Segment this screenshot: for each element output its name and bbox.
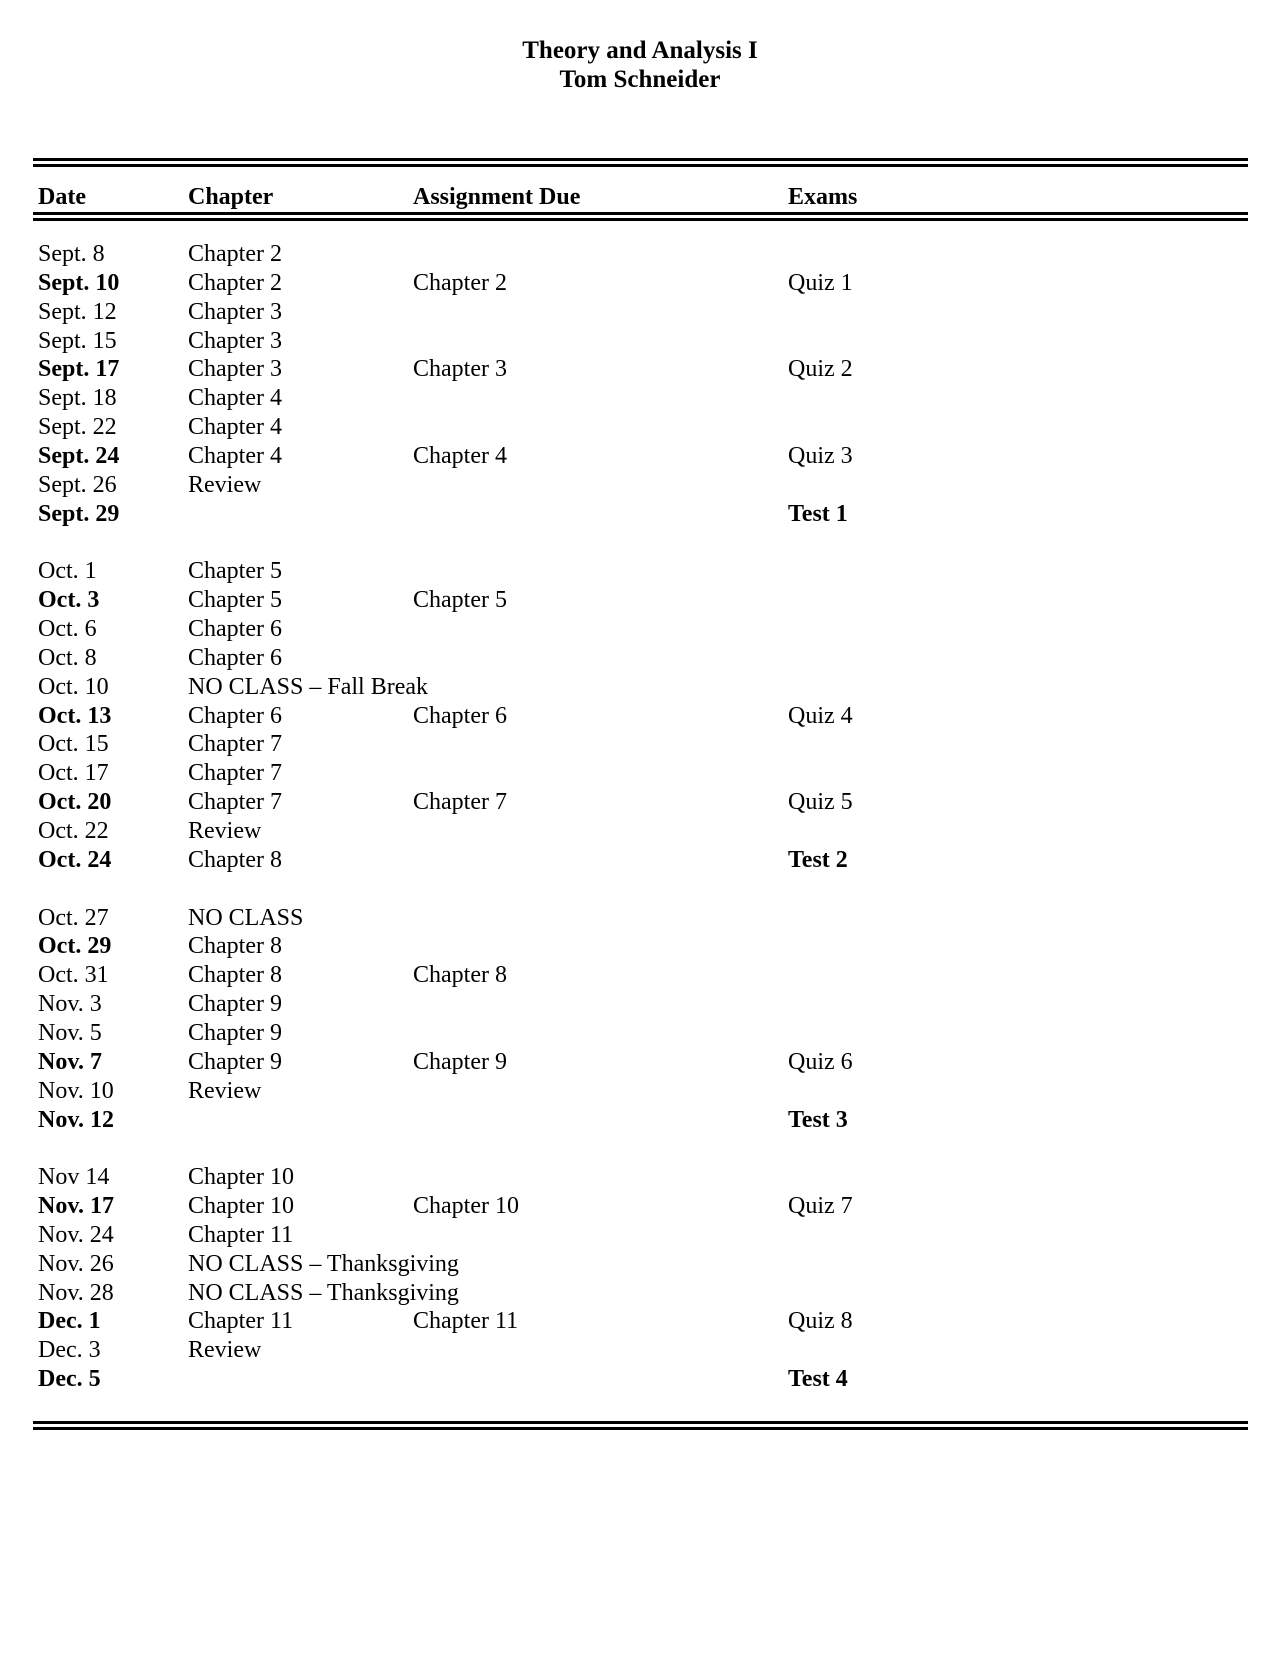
schedule-row — [0, 1077, 1280, 1106]
row-date: Nov. 17 — [38, 1193, 115, 1220]
schedule-row — [0, 471, 1280, 500]
row-chapter: Chapter 4 — [188, 414, 282, 441]
row-date: Nov. 28 — [38, 1279, 114, 1306]
row-date: Sept. 17 — [38, 356, 120, 383]
column-header-chapter: Chapter — [188, 184, 274, 210]
schedule-row — [0, 673, 1280, 702]
row-chapter: Chapter 11 — [188, 1221, 294, 1248]
row-exam: Test 1 — [788, 500, 848, 527]
row-date: Oct. 3 — [38, 587, 100, 614]
row-date: Oct. 29 — [38, 933, 112, 960]
schedule-row — [0, 1048, 1280, 1077]
row-date: Nov. 12 — [38, 1106, 115, 1133]
row-chapter: Chapter 10 — [188, 1164, 294, 1191]
top-rule — [33, 158, 1248, 170]
schedule-row — [0, 298, 1280, 327]
schedule-row — [0, 1106, 1280, 1135]
row-chapter: Chapter 3 — [188, 298, 282, 325]
row-chapter: Chapter 3 — [188, 327, 282, 354]
schedule-row — [0, 327, 1280, 356]
row-assignment: Chapter 6 — [413, 702, 507, 729]
schedule-row — [0, 355, 1280, 384]
row-date: Sept. 24 — [38, 442, 120, 469]
schedule-row — [0, 586, 1280, 615]
schedule-row — [0, 932, 1280, 961]
row-assignment: Chapter 9 — [413, 1048, 507, 1075]
schedule-row — [0, 1163, 1280, 1192]
row-exam: Quiz 7 — [788, 1193, 853, 1220]
row-chapter: Chapter 6 — [188, 702, 282, 729]
schedule-row — [0, 730, 1280, 759]
schedule-row — [0, 990, 1280, 1019]
schedule-row — [0, 1336, 1280, 1365]
row-date: Nov 14 — [38, 1164, 110, 1191]
row-chapter: Chapter 9 — [188, 1019, 282, 1046]
row-chapter: Chapter 8 — [188, 933, 282, 960]
column-header-assignment: Assignment Due — [413, 184, 581, 210]
row-date: Oct. 1 — [38, 558, 97, 585]
row-chapter: Chapter 9 — [188, 1048, 282, 1075]
row-chapter: Review — [188, 818, 262, 844]
schedule-row — [0, 788, 1280, 817]
row-chapter: Chapter 10 — [188, 1193, 294, 1220]
row-date: Sept. 8 — [38, 241, 105, 267]
row-assignment: Chapter 10 — [413, 1193, 519, 1220]
schedule-row — [0, 1250, 1280, 1279]
table-header — [0, 182, 1280, 214]
row-assignment: Chapter 11 — [413, 1308, 519, 1335]
schedule-row — [0, 240, 1280, 269]
row-date: Oct. 22 — [38, 818, 109, 844]
row-chapter: Review — [188, 471, 262, 498]
row-exam: Test 3 — [788, 1106, 848, 1133]
row-assignment: Chapter 5 — [413, 587, 507, 614]
row-date: Dec. 1 — [38, 1308, 101, 1335]
row-chapter: NO CLASS – Fall Break — [188, 673, 428, 700]
row-chapter: Chapter 5 — [188, 558, 282, 585]
bottom-rule — [33, 1421, 1248, 1433]
row-date: Nov. 3 — [38, 991, 102, 1018]
row-date: Sept. 10 — [38, 269, 120, 296]
instructor-name: Tom Schneider — [559, 66, 721, 93]
row-chapter: Chapter 3 — [188, 356, 282, 383]
row-chapter: Chapter 6 — [188, 644, 282, 671]
row-exam: Quiz 4 — [788, 702, 853, 729]
column-header-date: Date — [38, 184, 86, 210]
row-date: Nov. 10 — [38, 1077, 114, 1104]
row-date: Sept. 12 — [38, 298, 117, 325]
row-date: Sept. 22 — [38, 414, 117, 441]
schedule-row — [0, 1221, 1280, 1250]
row-assignment: Chapter 7 — [413, 789, 507, 816]
row-exam: Test 4 — [788, 1366, 848, 1393]
row-chapter: Chapter 8 — [188, 846, 282, 873]
schedule-row — [0, 702, 1280, 731]
row-date: Oct. 6 — [38, 616, 97, 643]
schedule-row — [0, 961, 1280, 990]
row-date: Sept. 29 — [38, 500, 120, 527]
row-exam: Quiz 8 — [788, 1308, 853, 1335]
row-date: Sept. 18 — [38, 385, 117, 412]
row-chapter: Chapter 4 — [188, 385, 282, 412]
row-exam: Quiz 2 — [788, 356, 853, 383]
schedule-row — [0, 1279, 1280, 1308]
document-header — [0, 36, 1280, 94]
row-date: Oct. 10 — [38, 673, 109, 700]
row-assignment: Chapter 8 — [413, 962, 507, 989]
row-date: Nov. 26 — [38, 1250, 114, 1277]
schedule-row — [0, 413, 1280, 442]
header-rule — [33, 212, 1248, 224]
row-date: Nov. 24 — [38, 1221, 114, 1248]
row-chapter: Chapter 9 — [188, 991, 282, 1018]
row-date: Sept. 15 — [38, 327, 117, 354]
row-chapter: Review — [188, 1077, 262, 1104]
schedule-row — [0, 904, 1280, 933]
row-assignment: Chapter 3 — [413, 356, 507, 383]
row-chapter: NO CLASS – Thanksgiving — [188, 1250, 459, 1277]
row-date: Oct. 27 — [38, 904, 109, 931]
schedule-row — [0, 817, 1280, 846]
schedule-row — [0, 384, 1280, 413]
row-chapter: NO CLASS – Thanksgiving — [188, 1279, 459, 1306]
row-chapter: NO CLASS — [188, 904, 304, 931]
row-date: Oct. 31 — [38, 962, 109, 989]
schedule-row — [0, 500, 1280, 529]
row-exam: Quiz 5 — [788, 789, 853, 816]
row-chapter: Chapter 2 — [188, 241, 282, 267]
schedule-row — [0, 442, 1280, 471]
schedule-row — [0, 759, 1280, 788]
row-date: Oct. 24 — [38, 846, 112, 873]
row-chapter: Chapter 8 — [188, 962, 282, 989]
schedule-row — [0, 846, 1280, 875]
row-date: Oct. 20 — [38, 789, 112, 816]
schedule-row — [0, 1307, 1280, 1336]
schedule-row — [0, 1192, 1280, 1221]
row-exam: Quiz 1 — [788, 269, 853, 296]
column-header-exams: Exams — [788, 184, 858, 210]
schedule-row — [0, 557, 1280, 586]
row-chapter: Chapter 7 — [188, 789, 282, 816]
row-exam: Quiz 3 — [788, 442, 853, 469]
row-date: Nov. 5 — [38, 1019, 102, 1046]
row-chapter: Chapter 11 — [188, 1308, 294, 1335]
row-chapter: Chapter 4 — [188, 442, 282, 469]
schedule-row — [0, 269, 1280, 298]
schedule-row — [0, 644, 1280, 673]
row-date: Dec. 3 — [38, 1337, 101, 1364]
schedule-row — [0, 1365, 1280, 1394]
row-chapter: Chapter 7 — [188, 760, 282, 787]
row-date: Oct. 8 — [38, 644, 97, 671]
row-chapter: Chapter 6 — [188, 616, 282, 643]
row-chapter: Chapter 7 — [188, 731, 282, 758]
schedule-row — [0, 1019, 1280, 1048]
row-date: Dec. 5 — [38, 1366, 101, 1393]
row-date: Oct. 13 — [38, 702, 112, 729]
row-date: Oct. 15 — [38, 731, 109, 758]
schedule-row — [0, 615, 1280, 644]
row-chapter: Chapter 5 — [188, 587, 282, 614]
row-date: Oct. 17 — [38, 760, 109, 787]
row-assignment: Chapter 2 — [413, 269, 507, 296]
row-exam: Test 2 — [788, 846, 848, 873]
document-title: Theory and Analysis I — [522, 37, 758, 64]
row-exam: Quiz 6 — [788, 1048, 853, 1075]
row-date: Sept. 26 — [38, 471, 117, 498]
row-chapter: Chapter 2 — [188, 269, 282, 296]
row-chapter: Review — [188, 1337, 262, 1364]
row-date: Nov. 7 — [38, 1048, 103, 1075]
row-assignment: Chapter 4 — [413, 442, 507, 469]
